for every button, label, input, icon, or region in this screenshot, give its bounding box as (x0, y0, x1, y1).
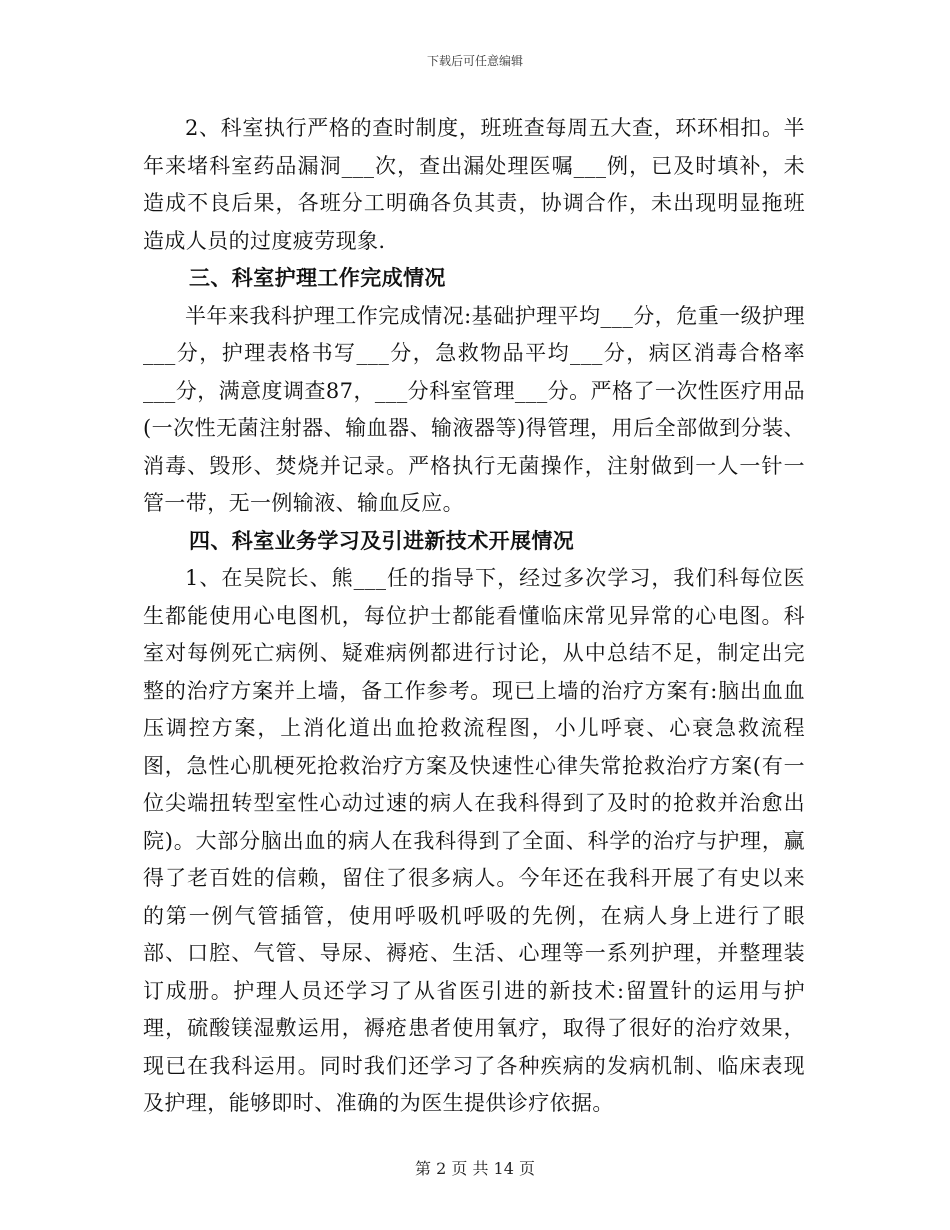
paragraph-learning: 1、在吴院长、熊___任的指导下，经过多次学习，我们科每位医生都能使用心电图机，每位护士都能看懂临床常见异常的心电图。科室对每例死亡病例、疑难病例都进行讨论，从中总结不足，制定出完整的治疗方案并上墙，备工作参考。现已上墙的治疗方案有:脑出血血压调控方案，上消化道出血抢救流程图，小儿呼衰、心衰急救流程图，急性心肌梗死抢救治疗方案及快速性心律失常抢救治疗方案(有一位尖端扭转型室性心动过速的病人在我科得到了及时的抢救并治愈出院)。大部分脑出血的病人在我科得到了全面、科学的治疗与护理，赢得了老百姓的信赖，留住了很多病人。今年还在我科开展了有史以来的第一例气管插管，使用呼吸机呼吸的先例，在病人身上进行了眼部、口腔、气管、导尿、褥疮、生活、心理等一系列护理，并整理装订成册。护理人员还学习了从省医引进的新技术:留置针的运用与护理，硫酸镁湿敷运用，褥疮患者使用氧疗，取得了很好的治疗效果，现已在我科运用。同时我们还学习了各种疾病的发病机制、临床表现及护理，能够即时、准确的为医生提供诊疗依据。 (143, 566, 805, 1115)
section-heading-3: 三、科室护理工作完成情况 (189, 266, 446, 290)
page-header: 下载后可任意编辑 (426, 54, 523, 68)
section-heading-4: 四、科室业务学习及引进新技术开展情况 (189, 528, 575, 553)
page-footer: 第 2 页 共 14 页 (415, 1159, 535, 1178)
paragraph-nursing-results: 半年来我科护理工作完成情况:基础护理平均___分，危重一级护理___分，护理表格书写___分，急救物品平均___分，病区消毒合格率___分，满意度调查87，___分科室管理___分。严格了一次性医疗用品(一次性无菌注射器、输血器、输液器等)得管理，用后全部做到分装、消毒、毁形、焚烧并记录。严格执行无菌操作，注射做到一人一针一管一带，无一例输液、输血反应。 (143, 303, 805, 515)
document-body (143, 110, 805, 1123)
paragraph-duty-check: 2、科室执行严格的查时制度，班班查每周五大查，环环相扣。半年来堵科室药品漏洞___次，查出漏处理医嘱___例，已及时填补，未造成不良后果，各班分工明确各负其责，协调合作，未出现明显拖班造成人员的过度疲劳现象. (143, 116, 805, 253)
